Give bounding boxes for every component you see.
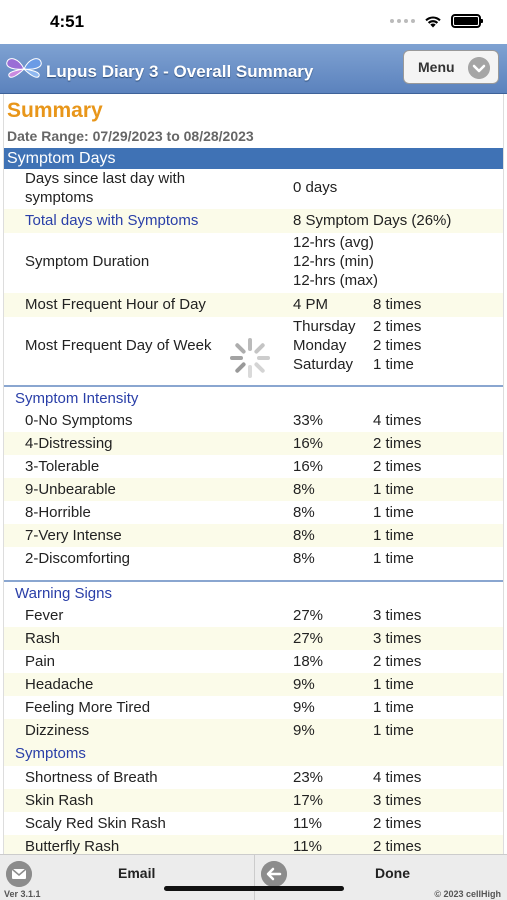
table-row <box>4 673 503 696</box>
table-row <box>4 789 503 812</box>
row-label: Feeling More Tired <box>25 699 151 716</box>
table-row <box>4 432 503 455</box>
row-count: 2 times <box>373 815 422 832</box>
row-count: 1 time <box>373 504 414 521</box>
row-percent: 16% <box>293 458 324 475</box>
row-label: Dizziness <box>25 722 90 739</box>
row-count: 1 time <box>373 527 414 544</box>
menu-button[interactable] <box>403 50 499 84</box>
row-count: 1 time <box>373 699 414 716</box>
days-since-label-2: symptoms <box>25 189 94 206</box>
table-row <box>4 719 503 742</box>
app-header <box>0 44 507 94</box>
row-percent: 27% <box>293 607 324 624</box>
row-percent: 8% <box>293 550 315 567</box>
row-label: Pain <box>25 653 56 670</box>
loading-spinner-icon <box>228 336 272 380</box>
row-label: Rash <box>25 630 61 647</box>
symptom-list <box>4 766 503 854</box>
row-label: Scaly Red Skin Rash <box>25 815 166 832</box>
section-symptoms: Symptoms <box>4 742 503 766</box>
status-bar <box>0 0 507 44</box>
status-time: 4:51 <box>50 12 85 31</box>
row-percent: 8% <box>293 481 315 498</box>
email-label: Email <box>118 865 156 881</box>
row-label: 7-Very Intense <box>25 527 122 544</box>
page-title: Summary <box>7 99 103 122</box>
duration-max: 12-hrs (max) <box>293 272 379 289</box>
table-row <box>4 524 503 547</box>
table-row <box>4 835 503 854</box>
row-label: 8-Horrible <box>25 504 91 521</box>
row-percent: 11% <box>293 838 322 854</box>
row-count: 3 times <box>373 792 422 809</box>
row-label: 9-Unbearable <box>25 481 116 498</box>
table-row <box>4 604 503 627</box>
freq-day-1: Monday <box>293 337 347 354</box>
row-count: 1 time <box>373 676 414 693</box>
table-row <box>4 627 503 650</box>
days-since-value: 0 days <box>293 179 338 196</box>
row-percent: 9% <box>293 722 315 739</box>
butterfly-logo-icon <box>5 56 43 82</box>
done-button[interactable] <box>254 855 507 900</box>
section-warning-signs: Warning Signs <box>4 580 503 604</box>
row-count: 2 times <box>373 458 422 475</box>
row-count: 1 time <box>373 481 414 498</box>
total-days-link[interactable]: Total days with Symptoms <box>25 212 199 229</box>
row-percent: 16% <box>293 435 324 452</box>
duration-avg: 12-hrs (avg) <box>293 234 374 251</box>
battery-icon <box>451 14 481 28</box>
table-row <box>4 650 503 673</box>
row-label: Fever <box>25 607 64 624</box>
row-label: Butterfly Rash <box>25 838 120 854</box>
row-percent: 9% <box>293 699 315 716</box>
total-days-value: 8 Symptom Days (26%) <box>293 212 452 229</box>
row-percent: 11% <box>293 815 322 832</box>
row-percent: 18% <box>293 653 324 670</box>
freq-day-1-count: 2 times <box>373 337 422 354</box>
row-label: 0-No Symptoms <box>25 412 133 429</box>
row-label: 4-Distressing <box>25 435 113 452</box>
section-symptom-days: Symptom Days <box>4 148 503 169</box>
freq-hour-value: 4 PM <box>293 296 329 313</box>
row-duration <box>4 233 503 293</box>
row-percent: 9% <box>293 676 315 693</box>
freq-day-0-count: 2 times <box>373 318 422 335</box>
duration-label: Symptom Duration <box>25 253 150 270</box>
summary-content[interactable] <box>3 94 504 854</box>
intensity-list <box>4 409 503 570</box>
chevron-down-icon <box>468 57 490 79</box>
days-since-label-1: Days since last day with <box>25 170 186 187</box>
row-label: Shortness of Breath <box>25 769 158 786</box>
row-label: 2-Discomforting <box>25 550 131 567</box>
table-row <box>4 455 503 478</box>
row-count: 4 times <box>373 412 422 429</box>
table-row <box>4 501 503 524</box>
warning-list <box>4 604 503 742</box>
home-indicator[interactable] <box>164 886 344 891</box>
table-row <box>4 478 503 501</box>
done-label: Done <box>375 865 410 881</box>
row-count: 3 times <box>373 630 422 647</box>
table-row <box>4 766 503 789</box>
date-range: Date Range: 07/29/2023 to 08/28/2023 <box>7 128 254 144</box>
row-percent: 8% <box>293 527 315 544</box>
row-count: 1 time <box>373 722 414 739</box>
row-count: 2 times <box>373 838 422 854</box>
row-freq-hour <box>4 293 503 317</box>
mail-icon <box>6 861 32 887</box>
freq-day-0: Thursday <box>293 318 356 335</box>
version-label: Ver 3.1.1 <box>4 889 41 899</box>
table-row <box>4 696 503 719</box>
freq-day-label: Most Frequent Day of Week <box>25 337 212 354</box>
row-count: 2 times <box>373 653 422 670</box>
row-percent: 8% <box>293 504 315 521</box>
freq-hour-count: 8 times <box>373 296 422 313</box>
signal-icon <box>390 19 415 23</box>
table-row <box>4 547 503 570</box>
status-icons <box>390 14 481 28</box>
row-percent: 33% <box>293 412 324 429</box>
app-title: Lupus Diary 3 - Overall Summary <box>46 62 314 81</box>
row-count: 1 time <box>373 550 414 567</box>
freq-day-2: Saturday <box>293 356 354 373</box>
table-row <box>4 812 503 835</box>
row-count: 2 times <box>373 435 422 452</box>
copyright-label: © 2023 cellHigh <box>434 889 501 899</box>
row-percent: 27% <box>293 630 324 647</box>
wifi-icon <box>424 15 442 28</box>
duration-min: 12-hrs (min) <box>293 253 374 270</box>
bottom-toolbar <box>0 854 507 900</box>
row-count: 4 times <box>373 769 422 786</box>
row-count: 3 times <box>373 607 422 624</box>
row-label: 3-Tolerable <box>25 458 100 475</box>
menu-label: Menu <box>418 59 455 75</box>
row-days-since <box>4 169 503 209</box>
row-total-days[interactable] <box>4 209 503 233</box>
email-button[interactable] <box>0 855 253 900</box>
freq-day-2-count: 1 time <box>373 356 414 373</box>
row-label: Skin Rash <box>25 792 94 809</box>
section-symptom-intensity: Symptom Intensity <box>4 385 503 409</box>
row-label: Headache <box>25 676 94 693</box>
row-percent: 23% <box>293 769 324 786</box>
row-percent: 17% <box>293 792 324 809</box>
back-arrow-icon <box>261 861 287 887</box>
freq-hour-label: Most Frequent Hour of Day <box>25 296 206 313</box>
table-row <box>4 409 503 432</box>
